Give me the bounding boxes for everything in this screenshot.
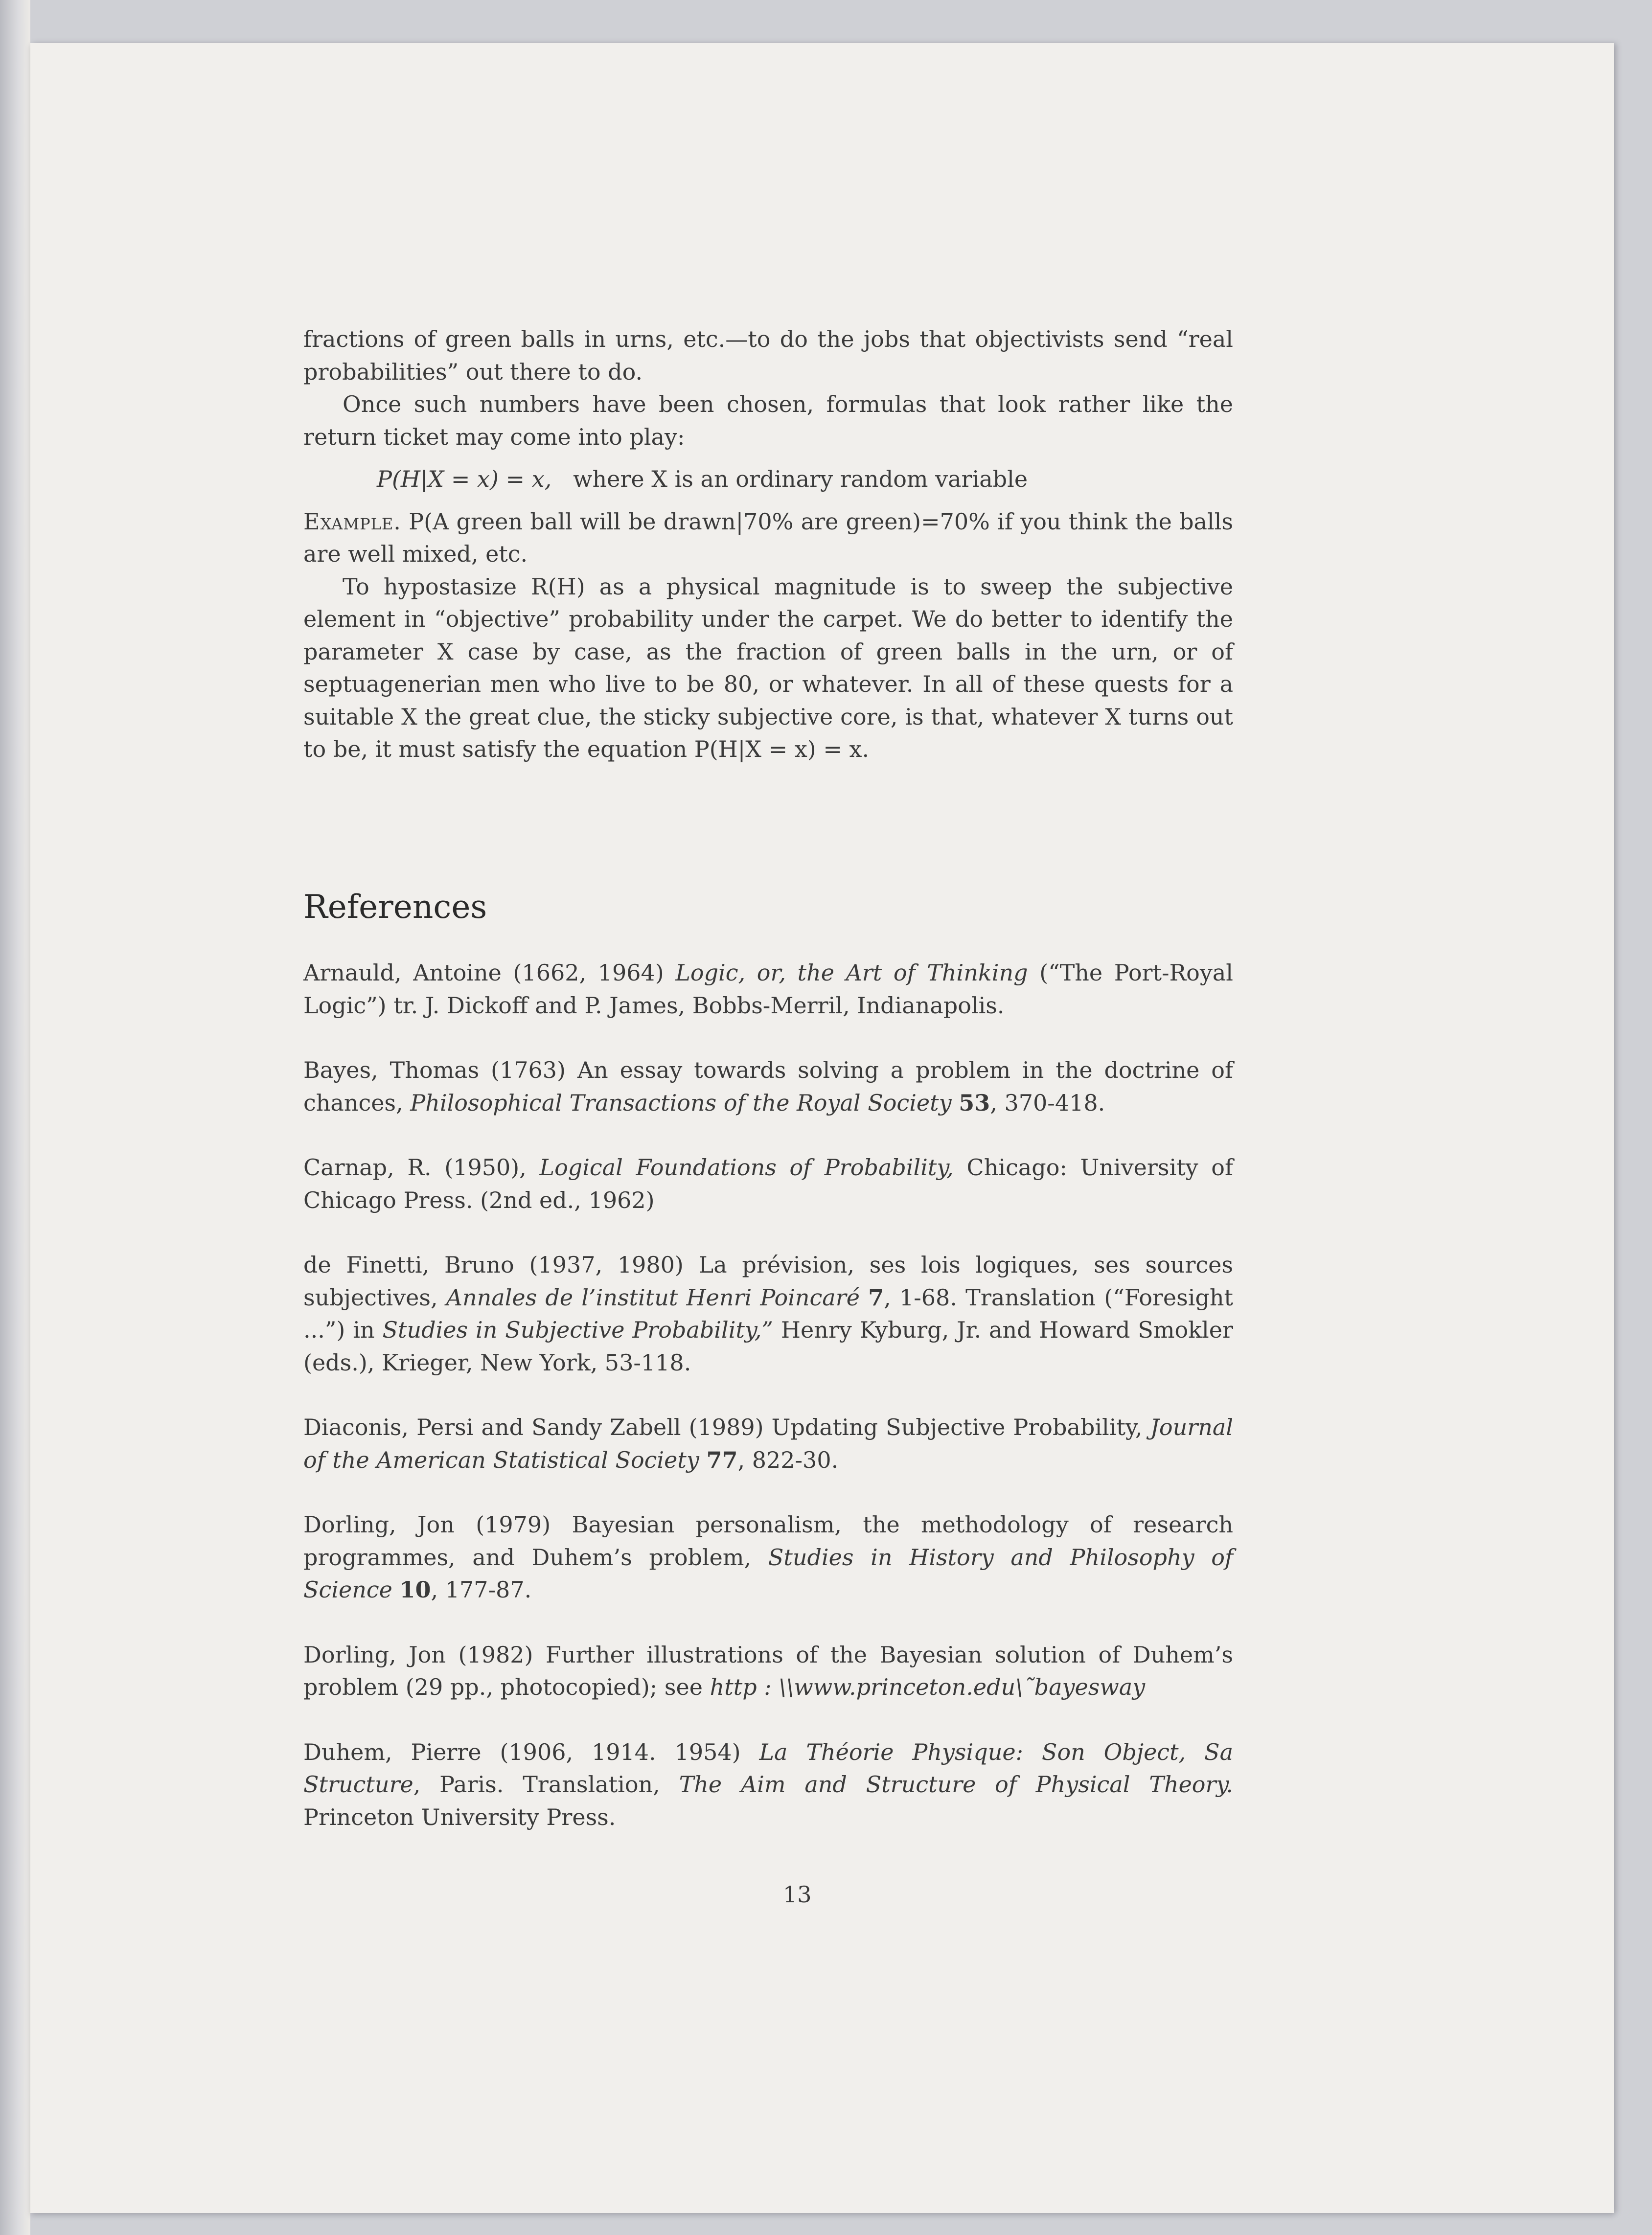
references-list: [303, 957, 1233, 1866]
body-text: [303, 323, 1233, 766]
reference-volume: 7: [868, 1284, 884, 1311]
reference-item: [303, 1411, 1233, 1476]
equation-formula: P(H|X = x) = x,: [377, 466, 552, 492]
reference-details: Henry Kyburg, Jr. and Howard Smokler (eds.), Krieger, New York, 53-118.: [303, 1317, 1233, 1376]
reference-author: Carnap, R. (1950),: [303, 1154, 540, 1181]
reference-details: (“The Port-Royal Logic”) tr. J. Dickoff and P. James, Bobbs-Merril, Indianapolis.: [303, 959, 1233, 1019]
reference-title: Journal of the American Statistical Society: [303, 1414, 1233, 1473]
reference-details: Chicago: University of Chicago Press. (2nd ed., 1962): [303, 1154, 1234, 1213]
reference-item: [303, 1249, 1233, 1379]
reference-author: Arnauld, Antoine (1662, 1964): [303, 959, 676, 986]
reference-volume: 77: [706, 1446, 738, 1473]
reference-item: [303, 1054, 1233, 1119]
reference-details: , 370-418.: [990, 1089, 1105, 1116]
example-text: P(A green ball will be drawn|70% are green)=70% if you think the balls are well mixed, etc.: [303, 508, 1233, 567]
reference-url: http : \\www.princeton.edu\˜bayesway: [710, 1674, 1146, 1700]
reference-details: Princeton University Press.: [303, 1803, 616, 1830]
reference-author: Dorling, Jon (1982) Further illustrations of the Bayesian solution of Duhem’s problem (29 pp., photocopied); see: [303, 1641, 1233, 1700]
reference-title: Logical Foundations of Probability,: [539, 1154, 954, 1181]
reference-volume: 10: [399, 1576, 431, 1603]
equation-note: where X is an ordinary random variable: [573, 466, 1028, 492]
reference-item: [303, 1508, 1233, 1606]
example-paragraph: [303, 505, 1233, 570]
example-label: Example.: [303, 508, 401, 535]
reference-title: La Théorie Physique: Son Object, Sa Structure: [303, 1738, 1233, 1798]
reference-details: , 1-68. Translation (“Foresight ...”) in: [303, 1284, 1233, 1343]
reference-volume: 53: [959, 1089, 990, 1116]
reference-author: Duhem, Pierre (1906, 1914. 1954): [303, 1738, 759, 1765]
paragraph-continuation: fractions of green balls in urns, etc.—to do the jobs that objectivists send “real probabilities” out there to do.: [303, 326, 1233, 385]
reference-author: Diaconis, Persi and Sandy Zabell (1989) Updating Subjective Probability,: [303, 1414, 1150, 1440]
reference-author: Dorling, Jon (1979) Bayesian personalism, the methodology of research programmes, and Duhem’s problem,: [303, 1511, 1233, 1571]
reference-item: [303, 1736, 1233, 1834]
reference-title: Annales de l’institut Henri Poincaré: [446, 1284, 860, 1311]
display-equation: [303, 463, 1233, 496]
reference-title: Logic, or, the Art of Thinking: [675, 959, 1028, 986]
paragraph-formulas: Once such numbers have been chosen, formulas that look rather like the return ticket may come into play:: [303, 391, 1233, 450]
reference-title: Studies in History and Philosophy of Science: [303, 1544, 1234, 1603]
book-spine-shadow: [0, 0, 30, 2235]
reference-item: [303, 1151, 1233, 1216]
reference-details: , Paris. Translation,: [413, 1771, 679, 1798]
reference-details: , 177-87.: [431, 1576, 532, 1603]
reference-title: The Aim and Structure of Physical Theory.: [679, 1771, 1233, 1798]
reference-title: Studies in Subjective Probability,”: [382, 1317, 773, 1343]
page-number: 13: [783, 1881, 812, 1908]
reference-item: [303, 957, 1233, 1022]
paragraph-hypostasize: To hypostasize R(H) as a physical magnitude is to sweep the subjective element in “objective” probability under the carpet. We do better to identify the parameter X case by case, as the fraction of green balls in the urn, or of septuagenerian men who live to be 80, or whatever. In all of these quests for a suitable X the great clue, the sticky subjective core, is that, whatever X turns out to be, it must satisfy the equation P(H|X = x) = x.: [303, 573, 1233, 762]
references-heading: References: [303, 888, 487, 926]
reference-author: de Finetti, Bruno (1937, 1980) La prévision, ses lois logiques, ses sources subjectives,: [303, 1252, 1233, 1311]
reference-details: , 822-30.: [737, 1446, 839, 1473]
reference-author: Bayes, Thomas (1763) An essay towards solving a problem in the doctrine of chances,: [303, 1057, 1233, 1116]
reference-title: Philosophical Transactions of the Royal Society: [410, 1089, 952, 1116]
reference-item: [303, 1639, 1233, 1704]
